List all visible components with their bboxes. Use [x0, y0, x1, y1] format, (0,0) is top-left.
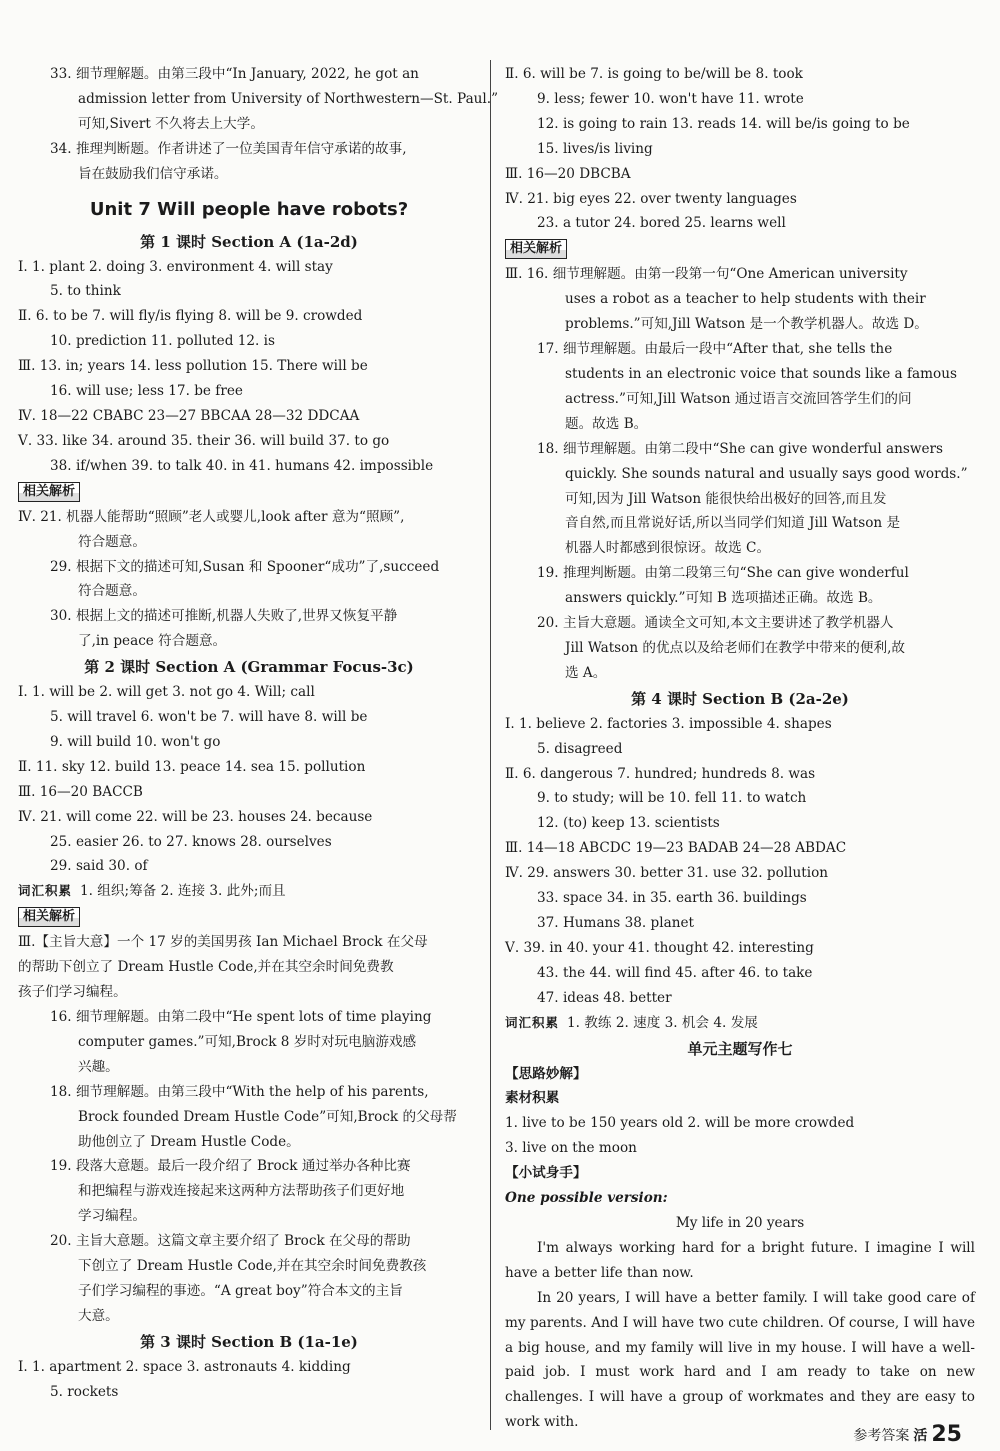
material-line: 1. live to be 150 years old 2. will be more crowded [505, 1115, 855, 1132]
page-number: 25 [931, 1422, 962, 1447]
material-line: 3. live on the moon [505, 1140, 637, 1157]
answer-line: 9. to study; will be 10. fell 11. to watch [537, 790, 807, 807]
note-line: actress.”可知,Jill Watson 通过语言交流回答学生们的问 [565, 390, 912, 407]
note-line: 17. 细节理解题。由最后一段中“After that, she tells the [537, 341, 893, 358]
answer-line: Ⅴ. 39. in 40. your 41. thought 42. interesting [505, 939, 814, 956]
answer-line: 33. 细节理解题。由第三段中“In January, 2022, he got an [50, 66, 419, 82]
footer-sub: 活 [913, 1427, 928, 1444]
answer-line: admission letter from University of Northwestern—St. Paul.” [78, 90, 499, 107]
answer-line: 9. will build 10. won't go [50, 733, 221, 750]
answer-line: Ⅳ. 21. big eyes 22. over twenty languages [505, 190, 797, 207]
note-line: Jill Watson 的优点以及给老师们在教学中带来的便利,故 [565, 639, 906, 656]
note-line: 和把编程与游戏连接起来这两种方法帮助孩子们更好地 [78, 1183, 405, 1200]
version-label: One possible version: [505, 1190, 668, 1207]
answer-line: 47. ideas 48. better [537, 989, 672, 1006]
answer-line: 37. Humans 38. planet [537, 915, 694, 931]
answer-line: 23. a tutor 24. bored 25. learns well [537, 215, 786, 232]
vocab-line [18, 879, 480, 904]
answer-line: 5. rockets [50, 1383, 119, 1400]
vocab-text: 1. 教练 2. 速度 3. 机会 4. 发展 [567, 1014, 758, 1031]
note-line: 符合题意。 [78, 533, 146, 550]
note-line: 20. 主旨大意题。通读全文可知,本文主要讲述了教学机器人 [537, 615, 894, 632]
answer-line: 16. will use; less 17. be free [50, 383, 243, 400]
lesson1-answers [18, 255, 480, 479]
vocab-label: 词汇积累 [505, 1014, 560, 1030]
note-line: 助他创立了 Dream Hustle Code。 [78, 1133, 300, 1150]
writing-title: 单元主题写作七 [687, 1039, 793, 1058]
note-line: problems.”可知,Jill Watson 是一个教学机器人。故选 D。 [565, 316, 928, 333]
note-line: 大意。 [78, 1307, 119, 1324]
note-line: 子们学习编程的事迹。“A great boy”符合本文的主旨 [78, 1282, 403, 1299]
answer-line: 12. is going to rain 13. reads 14. will be/is going to be [537, 115, 910, 132]
note-line: 机器人时都感到很惊讶。故选 C。 [565, 540, 771, 557]
answer-line: Ⅳ. 18—22 CBABC 23—27 BBCAA 28—32 DDCAA [18, 407, 360, 424]
lesson1-notes [18, 505, 480, 654]
analysis-tag: 相关解析 [18, 482, 80, 502]
answer-line: 12. (to) keep 13. scientists [537, 815, 720, 832]
idea-label: 【思路妙解】 [505, 1065, 587, 1082]
answer-line: Ⅲ. 16—20 BACCB [18, 783, 143, 800]
answer-line: 5. to think [50, 283, 121, 300]
answer-line: 25. easier 26. to 27. knows 28. ourselves [50, 833, 332, 850]
analysis-tag: 相关解析 [505, 239, 567, 259]
answer-line: 10. prediction 11. polluted 12. is [50, 333, 275, 350]
essay-title: My life in 20 years [675, 1214, 805, 1231]
note-line: 29. 根据下文的描述可知,Susan 和 Spooner“成功”了,succeed [50, 558, 440, 575]
answer-line: Ⅲ. 14—18 ABCDC 19—23 BADAB 24—28 ABDAC [505, 840, 847, 857]
answer-line: 5. disagreed [537, 740, 623, 757]
note-line: 19. 段落大意题。最后一段介绍了 Brock 通过举办各种比赛 [50, 1158, 411, 1175]
note-line: 学习编程。 [78, 1208, 146, 1225]
answer-line: 43. the 44. will find 45. after 46. to take [537, 964, 813, 981]
essay-paragraph: I'm always working hard for a bright future. I imagine I will have a better life than now. [505, 1239, 975, 1281]
answer-line: Ⅱ. 6. dangerous 7. hundred; hundreds 8. was [505, 765, 816, 782]
note-line: uses a robot as a teacher to help students with their [565, 291, 926, 308]
try-label: 【小试身手】 [505, 1165, 587, 1182]
answer-line: 可知,Sivert 不久将去上大学。 [78, 115, 264, 132]
note-line: answers quickly.”可知 B 选项描述正确。故选 B。 [565, 590, 882, 607]
page-footer [853, 1422, 962, 1447]
answer-line: Ⅰ. 1. will be 2. will get 3. not go 4. Will; call [18, 684, 315, 701]
vocab-label: 词汇积累 [18, 883, 73, 899]
note-line: Ⅲ. 16. 细节理解题。由第一段第一句“One American university [505, 266, 908, 283]
note-line: 题。故选 B。 [565, 415, 648, 432]
column-divider [490, 60, 491, 1430]
answer-line: 5. will travel 6. won't be 7. will have 8. will be [50, 709, 368, 726]
answer-line: Ⅰ. 1. apartment 2. space 3. astronauts 4. kidding [18, 1358, 351, 1375]
note-line: students in an electronic voice that sounds like a famous [565, 365, 957, 382]
answer-line: Ⅱ. 6. to be 7. will fly/is flying 8. will be 9. crowded [18, 308, 363, 325]
note-line: 了,in peace 符合题意。 [78, 633, 227, 650]
vocab-line [505, 1011, 975, 1036]
answer-line: 34. 推理判断题。作者讲述了一位美国青年信守承诺的故事, [50, 140, 407, 157]
lesson-title: 第 1 课时 Section A (1a-2d) [140, 232, 358, 251]
answer-line: 9. less; fewer 10. won't have 11. wrote [537, 90, 804, 107]
lesson3-notes [505, 262, 975, 685]
answer-line: Ⅳ. 21. will come 22. will be 23. houses 24. because [18, 808, 373, 825]
note-line: 18. 细节理解题。由第二段中“She can give wonderful answers [537, 440, 944, 457]
lesson3-answers [18, 1355, 480, 1405]
analysis-tag: 相关解析 [18, 907, 80, 927]
answer-line: Ⅱ. 11. sky 12. build 13. peace 14. sea 15. pollution [18, 758, 366, 775]
answer-line: 33. space 34. in 35. earth 36. buildings [537, 890, 807, 907]
note-line: 18. 细节理解题。由第三段中“With the help of his parents, [50, 1083, 429, 1100]
note-line: 19. 推理判断题。由第二段第三句“She can give wonderful [537, 565, 909, 582]
footer-label: 参考答案 [853, 1427, 910, 1444]
lesson4-answers [505, 712, 975, 1011]
answer-line: 15. lives/is living [537, 140, 653, 157]
note-line: Ⅲ.【主旨大意】一个 17 岁的美国男孩 Ian Michael Brock 在父母 [18, 934, 428, 951]
answer-line: Ⅳ. 29. answers 30. better 31. use 32. pollution [505, 865, 829, 882]
note-line: 兴趣。 [78, 1058, 119, 1075]
note-line: Brock founded Dream Hustle Code”可知,Brock 的父母帮 [78, 1108, 457, 1125]
answer-line: Ⅱ. 6. will be 7. is going to be/will be 8. took [505, 66, 803, 82]
right-column [505, 62, 975, 1435]
lesson2-notes [18, 930, 480, 1329]
unit-title: Unit 7 Will people have robots? [89, 198, 409, 220]
answer-line: Ⅰ. 1. believe 2. factories 3. impossible 4. shapes [505, 715, 832, 732]
lesson-title: 第 2 课时 Section A (Grammar Focus-3c) [84, 658, 414, 677]
vocab-text: 1. 组织;筹备 2. 连接 3. 此外;而且 [80, 883, 286, 900]
note-line: 符合题意。 [78, 583, 146, 600]
material-label: 素材积累 [505, 1090, 560, 1107]
lesson3-answers-cont [505, 62, 975, 236]
lesson-title: 第 3 课时 Section B (1a-1e) [140, 1332, 358, 1351]
essay-paragraph: In 20 years, I will have a better family. I will take good care of my parents. And I will have two cute children. Of course, I will have a big house, and my family will live in my house. I will have a well-paid job. I must work hard and I am ready to take on new challenges. I will have a group of workmates and they are easy to work with. [505, 1289, 975, 1431]
answer-line: Ⅴ. 33. like 34. around 35. their 36. will build 37. to go [18, 432, 390, 449]
note-line: Ⅳ. 21. 机器人能帮助“照顾”老人或婴儿,look after 意为“照顾”, [18, 508, 405, 525]
answer-line: 旨在鼓励我们信守承诺。 [78, 165, 228, 182]
note-line: 的帮助下创立了 Dream Hustle Code,并在其空余时间免费教 [18, 959, 394, 976]
answer-line: 29. said 30. of [50, 858, 148, 875]
answer-line: 38. if/when 39. to talk 40. in 41. humans 42. impossible [50, 457, 434, 474]
note-line: quickly. She sounds natural and usually says good words.” [565, 465, 968, 482]
note-line: 音自然,而且常说好话,所以当同学们知道 Jill Watson 是 [565, 515, 901, 532]
note-line: 20. 主旨大意题。这篇文章主要介绍了 Brock 在父母的帮助 [50, 1233, 411, 1250]
lesson-title: 第 4 课时 Section B (2a-2e) [631, 689, 849, 708]
note-line: 30. 根据上文的描述可推断,机器人失败了,世界又恢复平静 [50, 608, 398, 625]
lesson2-answers [18, 680, 480, 879]
left-column [18, 62, 499, 1405]
answer-line: Ⅰ. 1. plant 2. doing 3. environment 4. will stay [18, 258, 333, 275]
note-line: 16. 细节理解题。由第二段中“He spent lots of time playing [50, 1009, 432, 1025]
answer-line: Ⅲ. 16—20 DBCBA [505, 165, 631, 182]
note-line: 选 A。 [565, 664, 607, 681]
note-line: 下创立了 Dream Hustle Code,并在其空余时间免费教孩 [78, 1258, 427, 1275]
note-line: 孩子们学习编程。 [18, 984, 127, 1001]
answer-line: Ⅲ. 13. in; years 14. less pollution 15. There will be [18, 358, 368, 375]
note-line: 可知,因为 Jill Watson 能很快给出极好的回答,而且发 [565, 490, 887, 507]
note-line: computer games.”可知,Brock 8 岁时对玩电脑游戏感 [78, 1033, 417, 1050]
